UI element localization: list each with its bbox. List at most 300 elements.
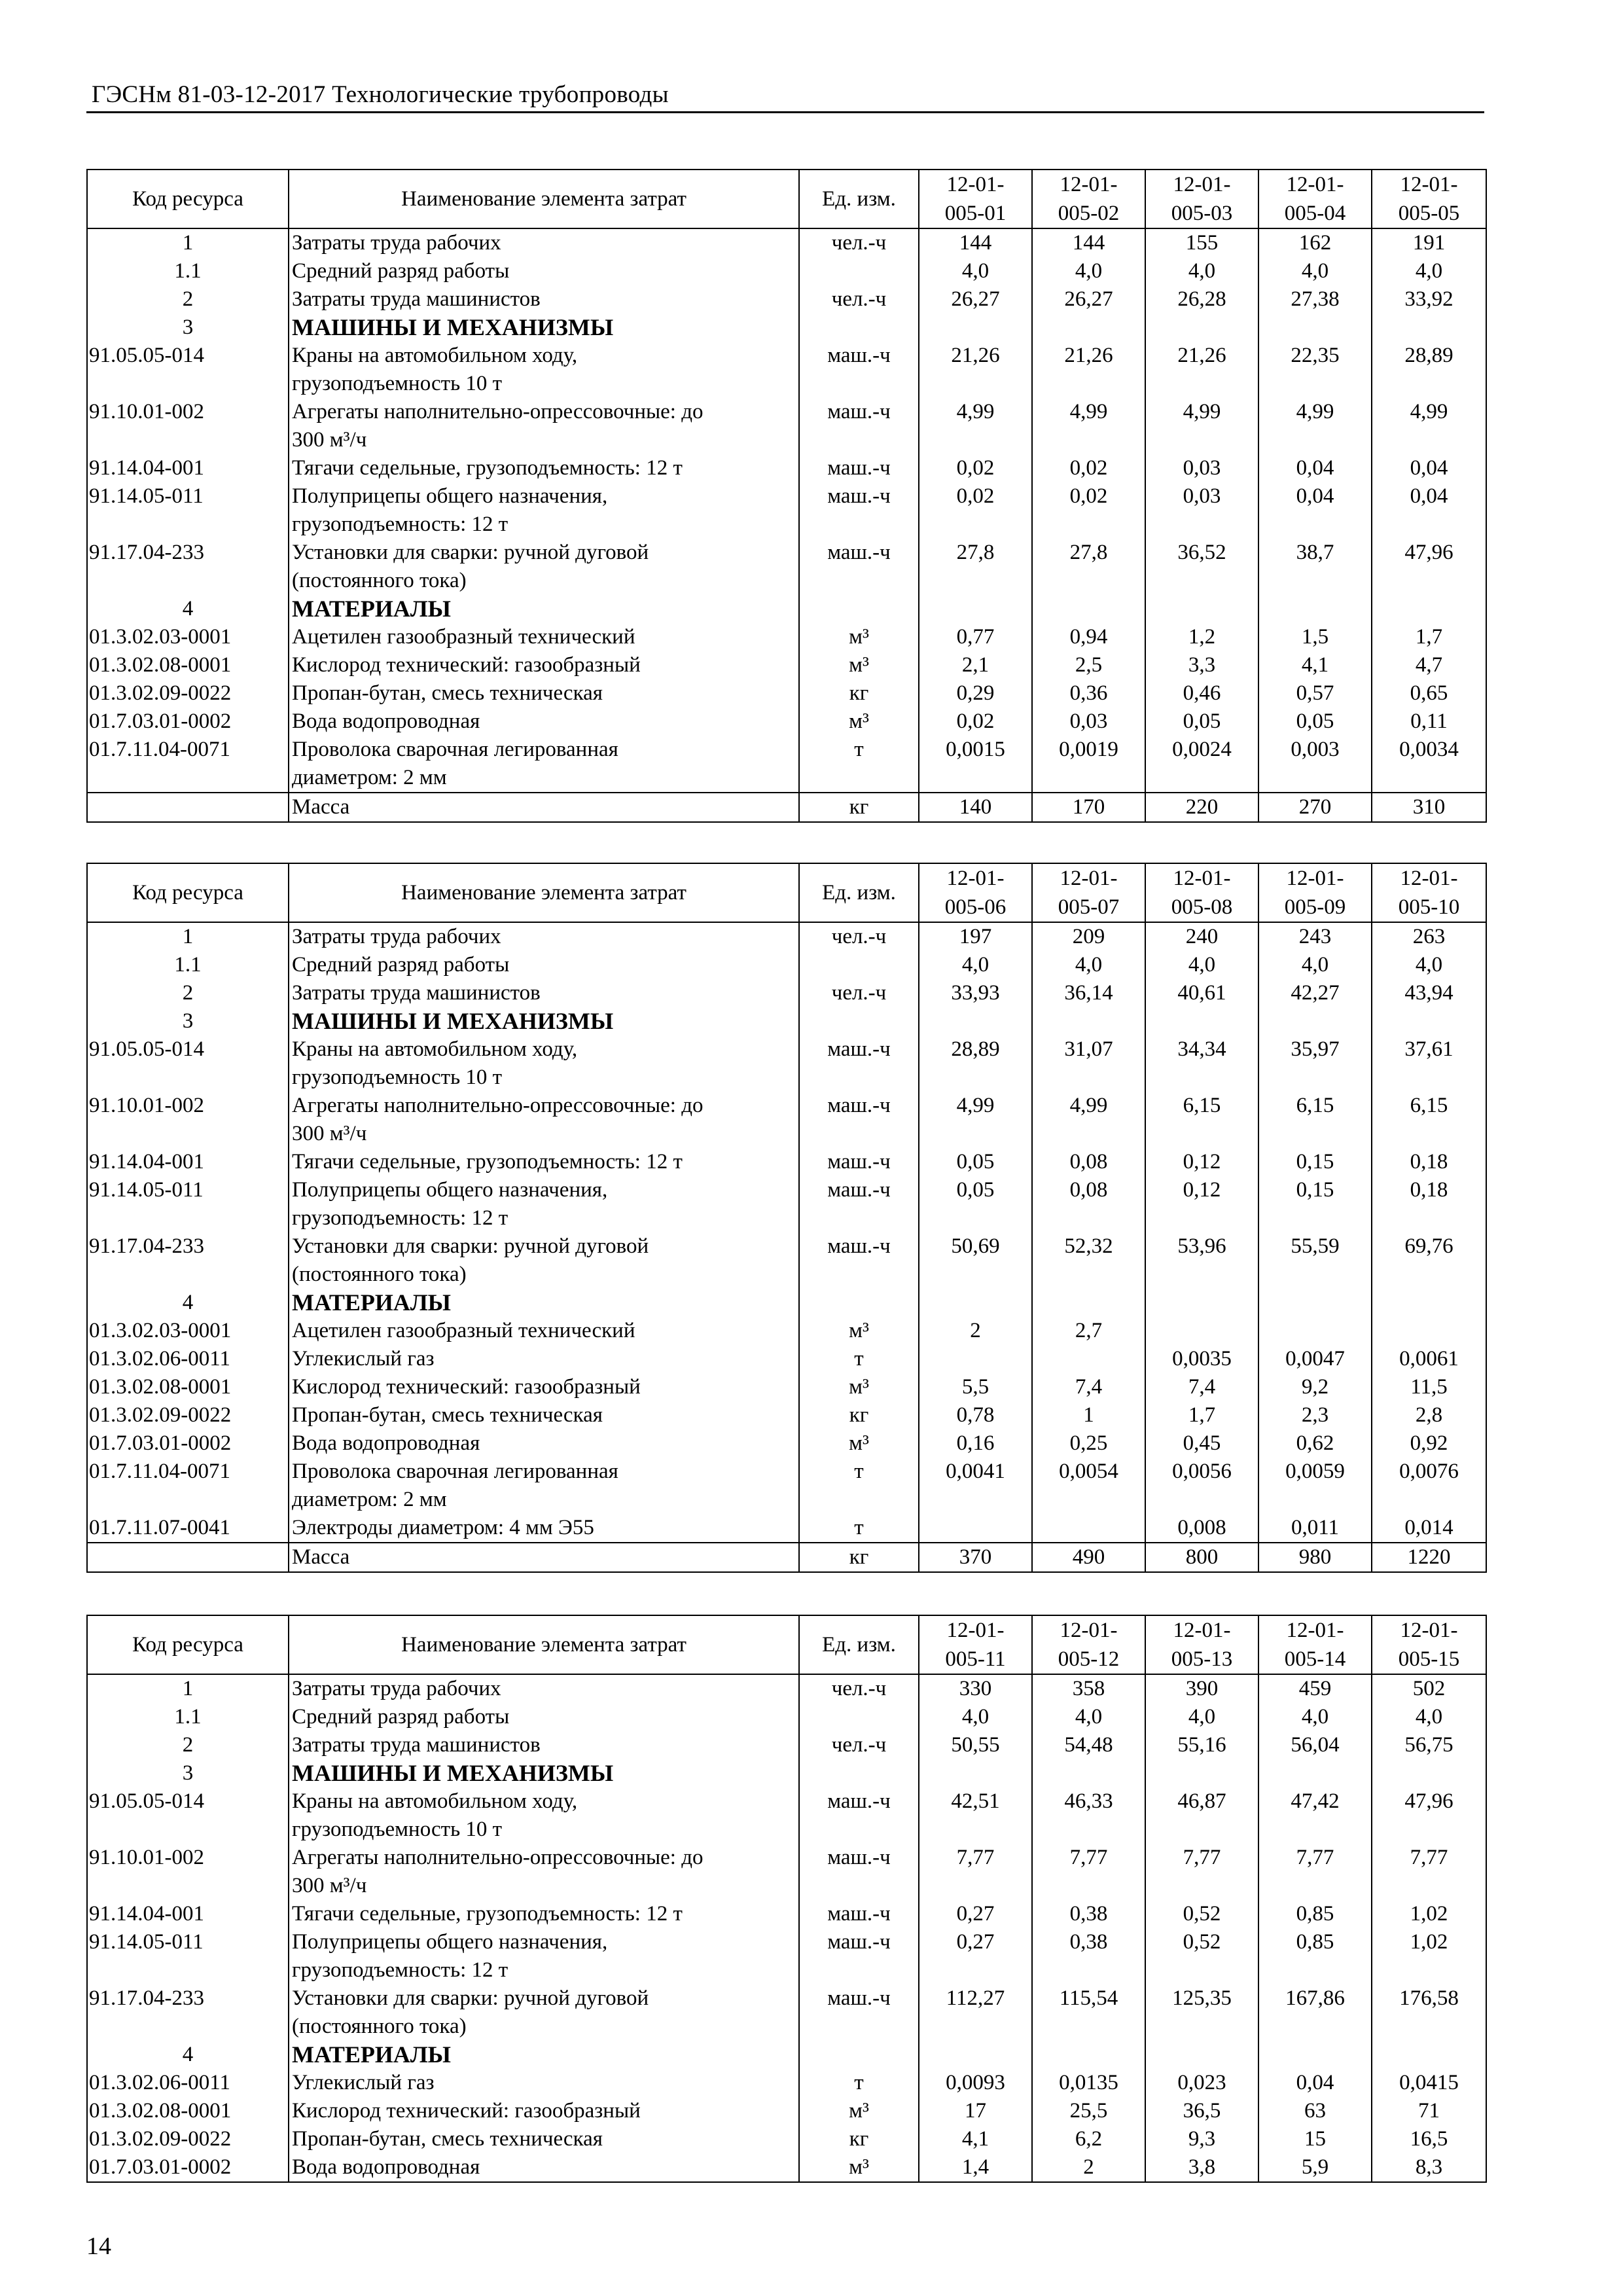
page-header xyxy=(86,77,1484,113)
unit-cell: кг xyxy=(799,1401,919,1429)
table-row xyxy=(87,1787,1486,1844)
value-cell: 28,89 xyxy=(1372,342,1486,398)
value-cell: 42,27 xyxy=(1258,979,1372,1007)
table-row xyxy=(87,1373,1486,1401)
value-cell: 0,0047 xyxy=(1258,1345,1372,1373)
header-code-cell: Код ресурса xyxy=(87,170,289,228)
unit-cell: маш.-ч xyxy=(799,1787,919,1844)
resource-code-cell: 1 xyxy=(87,922,289,951)
resource-code-cell: 01.7.11.04-0071 xyxy=(87,1458,289,1514)
value-cell: 0,92 xyxy=(1372,1429,1486,1458)
value-cell: 2,7 xyxy=(1032,1317,1145,1345)
resource-code-cell: 91.14.04-001 xyxy=(87,1900,289,1928)
resource-code-cell: 91.10.01-002 xyxy=(87,1844,289,1900)
value-cell: 46,33 xyxy=(1032,1787,1145,1844)
value-cell: 176,58 xyxy=(1372,1984,1486,2041)
section-row xyxy=(87,595,1486,623)
resource-name-cell: Вода водопроводная xyxy=(289,708,799,736)
table-row xyxy=(87,1731,1486,1759)
table-row xyxy=(87,454,1486,482)
unit-cell: маш.-ч xyxy=(799,454,919,482)
unit-cell: м³ xyxy=(799,708,919,736)
unit-cell xyxy=(799,2041,919,2069)
resource-name-cell: Средний разряд работы xyxy=(289,951,799,979)
header-norm-code-cell: 12-01- 005-12 xyxy=(1032,1615,1145,1674)
value-cell: 0,0093 xyxy=(919,2069,1032,2097)
value-cell: 390 xyxy=(1145,1674,1258,1703)
value-cell: 4,0 xyxy=(1145,1703,1258,1731)
value-cell: 26,27 xyxy=(1032,285,1145,314)
value-cell: 2,3 xyxy=(1258,1401,1372,1429)
resource-code-cell: 91.14.05-011 xyxy=(87,1928,289,1984)
resource-code-cell: 01.3.02.09-0022 xyxy=(87,1401,289,1429)
resource-name-cell: Установки для сварки: ручной дуговой (постоянного тока) xyxy=(289,1232,799,1289)
value-cell: 17 xyxy=(919,2097,1032,2125)
value-cell: 4,99 xyxy=(919,398,1032,454)
value-cell: 9,3 xyxy=(1145,2125,1258,2153)
resource-code-cell: 91.05.05-014 xyxy=(87,342,289,398)
header-unit-cell: Ед. изм. xyxy=(799,170,919,228)
header-norm-code-cell: 12-01- 005-10 xyxy=(1372,863,1486,922)
value-cell: 0,25 xyxy=(1032,1429,1145,1458)
value-cell: 0,85 xyxy=(1258,1900,1372,1928)
header-norm-code-cell: 12-01- 005-09 xyxy=(1258,863,1372,922)
resource-name-cell: Углекислый газ xyxy=(289,2069,799,2097)
section-row xyxy=(87,1007,1486,1035)
section-row xyxy=(87,1289,1486,1317)
value-cell: 50,55 xyxy=(919,1731,1032,1759)
value-cell: 4,0 xyxy=(1145,951,1258,979)
resource-name-cell: МАТЕРИАЛЫ xyxy=(289,595,799,623)
header-name-cell: Наименование элемента затрат xyxy=(289,170,799,228)
table-header-row xyxy=(87,863,1486,922)
value-cell: 4,0 xyxy=(1032,257,1145,285)
value-cell: 0,62 xyxy=(1258,1429,1372,1458)
header-norm-code-cell: 12-01- 005-05 xyxy=(1372,170,1486,228)
value-cell: 7,77 xyxy=(1372,1844,1486,1900)
value-cell: 4,1 xyxy=(919,2125,1032,2153)
value-cell: 7,77 xyxy=(919,1844,1032,1900)
value-cell: 0,57 xyxy=(1258,679,1372,708)
unit-cell: маш.-ч xyxy=(799,1092,919,1148)
value-cell: 0,38 xyxy=(1032,1928,1145,1984)
table-row xyxy=(87,1317,1486,1345)
value-cell: 21,26 xyxy=(919,342,1032,398)
value-cell xyxy=(1258,1759,1372,1787)
value-cell: 4,99 xyxy=(1145,398,1258,454)
resource-code-cell: 4 xyxy=(87,595,289,623)
table-row xyxy=(87,398,1486,454)
value-cell xyxy=(919,1007,1032,1035)
value-cell: 0,38 xyxy=(1032,1900,1145,1928)
value-cell: 209 xyxy=(1032,922,1145,951)
value-cell: 47,96 xyxy=(1372,539,1486,595)
value-cell: 170 xyxy=(1032,793,1145,822)
value-cell: 0,52 xyxy=(1145,1900,1258,1928)
resource-name-cell: МАТЕРИАЛЫ xyxy=(289,2041,799,2069)
value-cell: 0,18 xyxy=(1372,1148,1486,1176)
value-cell: 3,3 xyxy=(1145,651,1258,679)
resource-code-cell: 01.3.02.08-0001 xyxy=(87,2097,289,2125)
table-row xyxy=(87,951,1486,979)
value-cell: 54,48 xyxy=(1032,1731,1145,1759)
unit-cell xyxy=(799,257,919,285)
value-cell: 4,0 xyxy=(1032,1703,1145,1731)
unit-cell: маш.-ч xyxy=(799,1844,919,1900)
resource-code-cell: 01.7.11.07-0041 xyxy=(87,1514,289,1543)
resource-code-cell: 91.14.05-011 xyxy=(87,482,289,539)
value-cell: 4,0 xyxy=(1032,951,1145,979)
unit-cell: маш.-ч xyxy=(799,1148,919,1176)
resource-name-cell: Полуприцепы общего назначения, грузоподъемность: 12 т xyxy=(289,482,799,539)
unit-cell: чел.-ч xyxy=(799,228,919,257)
unit-cell: маш.-ч xyxy=(799,1035,919,1092)
value-cell: 0,0135 xyxy=(1032,2069,1145,2097)
table-row xyxy=(87,1458,1486,1514)
norms-table-2 xyxy=(86,863,1487,1573)
table-header-row xyxy=(87,170,1486,228)
value-cell: 240 xyxy=(1145,922,1258,951)
value-cell: 0,15 xyxy=(1258,1176,1372,1232)
table-row xyxy=(87,539,1486,595)
value-cell: 4,0 xyxy=(1372,951,1486,979)
value-cell: 0,011 xyxy=(1258,1514,1372,1543)
value-cell: 0,52 xyxy=(1145,1928,1258,1984)
unit-cell: чел.-ч xyxy=(799,1674,919,1703)
value-cell: 0,12 xyxy=(1145,1176,1258,1232)
value-cell: 243 xyxy=(1258,922,1372,951)
resource-code-cell: 01.3.02.08-0001 xyxy=(87,651,289,679)
resource-code-cell: 91.05.05-014 xyxy=(87,1035,289,1092)
unit-cell: м³ xyxy=(799,651,919,679)
value-cell: 1,7 xyxy=(1372,623,1486,651)
header-name-cell: Наименование элемента затрат xyxy=(289,1615,799,1674)
value-cell: 36,52 xyxy=(1145,539,1258,595)
table-row xyxy=(87,1401,1486,1429)
value-cell: 358 xyxy=(1032,1674,1145,1703)
table-row xyxy=(87,708,1486,736)
resource-code-cell: 01.3.02.09-0022 xyxy=(87,2125,289,2153)
value-cell: 4,0 xyxy=(1258,257,1372,285)
table-row xyxy=(87,482,1486,539)
value-cell xyxy=(1372,1007,1486,1035)
value-cell xyxy=(1372,2041,1486,2069)
value-cell xyxy=(1145,1317,1258,1345)
unit-cell: м³ xyxy=(799,1429,919,1458)
norms-table-1 xyxy=(86,169,1487,823)
value-cell: 16,5 xyxy=(1372,2125,1486,2153)
table-row xyxy=(87,1232,1486,1289)
value-cell: 0,05 xyxy=(1145,708,1258,736)
value-cell: 4,7 xyxy=(1372,651,1486,679)
value-cell: 4,0 xyxy=(919,1703,1032,1731)
unit-cell xyxy=(799,1703,919,1731)
value-cell xyxy=(1032,1345,1145,1373)
value-cell: 0,16 xyxy=(919,1429,1032,1458)
value-cell: 6,2 xyxy=(1032,2125,1145,2153)
unit-cell: маш.-ч xyxy=(799,482,919,539)
value-cell: 31,07 xyxy=(1032,1035,1145,1092)
value-cell: 0,003 xyxy=(1258,736,1372,793)
value-cell: 8,3 xyxy=(1372,2153,1486,2182)
table-header-row xyxy=(87,1615,1486,1674)
table-row xyxy=(87,679,1486,708)
header-name-cell: Наименование элемента затрат xyxy=(289,863,799,922)
unit-cell xyxy=(799,951,919,979)
value-cell: 0,03 xyxy=(1145,454,1258,482)
table-row xyxy=(87,1514,1486,1543)
value-cell xyxy=(1145,314,1258,342)
unit-cell: чел.-ч xyxy=(799,285,919,314)
value-cell: 115,54 xyxy=(1032,1984,1145,2041)
table-row xyxy=(87,979,1486,1007)
value-cell: 0,15 xyxy=(1258,1148,1372,1176)
value-cell: 0,04 xyxy=(1372,454,1486,482)
resource-name-cell: Пропан-бутан, смесь техническая xyxy=(289,1401,799,1429)
header-unit-cell: Ед. изм. xyxy=(799,863,919,922)
table-row xyxy=(87,342,1486,398)
unit-cell: кг xyxy=(799,679,919,708)
unit-cell: маш.-ч xyxy=(799,342,919,398)
value-cell: 220 xyxy=(1145,793,1258,822)
table-row xyxy=(87,2097,1486,2125)
header-norm-code-cell: 12-01- 005-01 xyxy=(919,170,1032,228)
value-cell: 0,46 xyxy=(1145,679,1258,708)
resource-name-cell: Кислород технический: газообразный xyxy=(289,2097,799,2125)
resource-name-cell: Тягачи седельные, грузоподъемность: 12 т xyxy=(289,1900,799,1928)
table-row xyxy=(87,1429,1486,1458)
value-cell: 27,38 xyxy=(1258,285,1372,314)
value-cell: 0,0054 xyxy=(1032,1458,1145,1514)
value-cell: 459 xyxy=(1258,1674,1372,1703)
header-norm-code-cell: 12-01- 005-11 xyxy=(919,1615,1032,1674)
resource-name-cell: Электроды диаметром: 4 мм Э55 xyxy=(289,1514,799,1543)
value-cell: 0,0019 xyxy=(1032,736,1145,793)
value-cell: 1 xyxy=(1032,1401,1145,1429)
value-cell xyxy=(1258,595,1372,623)
value-cell: 56,75 xyxy=(1372,1731,1486,1759)
value-cell: 0,05 xyxy=(919,1176,1032,1232)
resource-name-cell: Пропан-бутан, смесь техническая xyxy=(289,2125,799,2153)
resource-name-cell: Проволока сварочная легированная диаметром: 2 мм xyxy=(289,1458,799,1514)
value-cell: 0,36 xyxy=(1032,679,1145,708)
value-cell: 0,0415 xyxy=(1372,2069,1486,2097)
table-row xyxy=(87,228,1486,257)
norms-table-3 xyxy=(86,1615,1487,2183)
resource-code-cell: 2 xyxy=(87,285,289,314)
resource-code-cell: 2 xyxy=(87,979,289,1007)
value-cell xyxy=(919,2041,1032,2069)
resource-code-cell: 4 xyxy=(87,2041,289,2069)
value-cell xyxy=(1372,1289,1486,1317)
value-cell: 0,65 xyxy=(1372,679,1486,708)
value-cell: 0,03 xyxy=(1032,708,1145,736)
resource-name-cell: Затраты труда рабочих xyxy=(289,1674,799,1703)
unit-cell xyxy=(799,595,919,623)
value-cell: 0,0076 xyxy=(1372,1458,1486,1514)
value-cell: 0,02 xyxy=(919,482,1032,539)
value-cell: 2,5 xyxy=(1032,651,1145,679)
value-cell: 1220 xyxy=(1372,1543,1486,1572)
resource-code-cell: 01.3.02.08-0001 xyxy=(87,1373,289,1401)
resource-code-cell: 1 xyxy=(87,228,289,257)
value-cell: 0,78 xyxy=(919,1401,1032,1429)
value-cell: 191 xyxy=(1372,228,1486,257)
value-cell: 0,02 xyxy=(919,454,1032,482)
value-cell: 47,96 xyxy=(1372,1787,1486,1844)
resource-name-cell: Средний разряд работы xyxy=(289,1703,799,1731)
resource-name-cell: Средний разряд работы xyxy=(289,257,799,285)
value-cell: 490 xyxy=(1032,1543,1145,1572)
value-cell: 0,05 xyxy=(919,1148,1032,1176)
value-cell: 4,0 xyxy=(1258,951,1372,979)
mass-row xyxy=(87,1543,1486,1572)
value-cell: 0,0061 xyxy=(1372,1345,1486,1373)
value-cell: 140 xyxy=(919,793,1032,822)
value-cell: 4,0 xyxy=(1145,257,1258,285)
resource-code-cell: 2 xyxy=(87,1731,289,1759)
resource-name-cell: Полуприцепы общего назначения, грузоподъемность: 12 т xyxy=(289,1928,799,1984)
value-cell xyxy=(919,1514,1032,1543)
unit-cell: м³ xyxy=(799,2153,919,2182)
value-cell xyxy=(1145,595,1258,623)
unit-cell: маш.-ч xyxy=(799,1928,919,1984)
value-cell: 36,14 xyxy=(1032,979,1145,1007)
value-cell: 0,08 xyxy=(1032,1148,1145,1176)
value-cell: 197 xyxy=(919,922,1032,951)
value-cell: 2,8 xyxy=(1372,1401,1486,1429)
unit-cell: т xyxy=(799,2069,919,2097)
value-cell: 0,0056 xyxy=(1145,1458,1258,1514)
value-cell: 1,4 xyxy=(919,2153,1032,2182)
value-cell: 144 xyxy=(1032,228,1145,257)
value-cell: 4,0 xyxy=(919,257,1032,285)
value-cell: 56,04 xyxy=(1258,1731,1372,1759)
value-cell: 4,1 xyxy=(1258,651,1372,679)
unit-cell xyxy=(799,314,919,342)
resource-name-cell: Тягачи седельные, грузоподъемность: 12 т xyxy=(289,1148,799,1176)
value-cell xyxy=(919,595,1032,623)
value-cell: 63 xyxy=(1258,2097,1372,2125)
value-cell: 42,51 xyxy=(919,1787,1032,1844)
value-cell: 4,99 xyxy=(1258,398,1372,454)
value-cell xyxy=(1258,314,1372,342)
value-cell: 40,61 xyxy=(1145,979,1258,1007)
resource-name-cell: Углекислый газ xyxy=(289,1345,799,1373)
resource-code-cell xyxy=(87,793,289,822)
table-row xyxy=(87,257,1486,285)
value-cell: 502 xyxy=(1372,1674,1486,1703)
resource-code-cell: 91.17.04-233 xyxy=(87,539,289,595)
value-cell: 1,2 xyxy=(1145,623,1258,651)
unit-cell: м³ xyxy=(799,623,919,651)
resource-code-cell: 1 xyxy=(87,1674,289,1703)
value-cell: 4,99 xyxy=(1372,398,1486,454)
value-cell xyxy=(1372,314,1486,342)
table-row xyxy=(87,922,1486,951)
value-cell: 1,5 xyxy=(1258,623,1372,651)
header-norm-code-cell: 12-01- 005-13 xyxy=(1145,1615,1258,1674)
value-cell: 11,5 xyxy=(1372,1373,1486,1401)
page-header-title: ГЭСНм 81-03-12-2017 Технологические трубопроводы xyxy=(92,81,669,108)
table-row xyxy=(87,1703,1486,1731)
value-cell: 55,16 xyxy=(1145,1731,1258,1759)
resource-name-cell: Ацетилен газообразный технический xyxy=(289,623,799,651)
value-cell: 0,04 xyxy=(1258,454,1372,482)
resource-code-cell: 91.05.05-014 xyxy=(87,1787,289,1844)
resource-code-cell: 4 xyxy=(87,1289,289,1317)
resource-name-cell: Затраты труда рабочих xyxy=(289,228,799,257)
value-cell: 6,15 xyxy=(1372,1092,1486,1148)
unit-cell: т xyxy=(799,1514,919,1543)
resource-name-cell: МАШИНЫ И МЕХАНИЗМЫ xyxy=(289,1759,799,1787)
unit-cell: маш.-ч xyxy=(799,1232,919,1289)
value-cell: 0,04 xyxy=(1372,482,1486,539)
value-cell: 7,77 xyxy=(1145,1844,1258,1900)
value-cell xyxy=(1258,1007,1372,1035)
header-norm-code-cell: 12-01- 005-04 xyxy=(1258,170,1372,228)
value-cell: 155 xyxy=(1145,228,1258,257)
resource-code-cell: 3 xyxy=(87,1759,289,1787)
unit-cell xyxy=(799,1289,919,1317)
resource-code-cell: 01.3.02.03-0001 xyxy=(87,1317,289,1345)
resource-name-cell: Установки для сварки: ручной дуговой (постоянного тока) xyxy=(289,539,799,595)
value-cell: 4,99 xyxy=(1032,398,1145,454)
header-code-cell: Код ресурса xyxy=(87,1615,289,1674)
unit-cell: т xyxy=(799,736,919,793)
value-cell: 5,5 xyxy=(919,1373,1032,1401)
table-row xyxy=(87,2125,1486,2153)
value-cell: 980 xyxy=(1258,1543,1372,1572)
resource-name-cell: Краны на автомобильном ходу, грузоподъемность 10 т xyxy=(289,342,799,398)
value-cell: 4,99 xyxy=(919,1092,1032,1148)
value-cell xyxy=(1032,314,1145,342)
value-cell: 4,0 xyxy=(919,951,1032,979)
table-row xyxy=(87,1984,1486,2041)
table-row xyxy=(87,651,1486,679)
value-cell: 2,1 xyxy=(919,651,1032,679)
resource-code-cell: 91.14.04-001 xyxy=(87,454,289,482)
table-row xyxy=(87,1844,1486,1900)
resource-code-cell: 1.1 xyxy=(87,257,289,285)
resource-name-cell: Агрегаты наполнительно-опрессовочные: до 300 м³/ч xyxy=(289,398,799,454)
unit-cell: м³ xyxy=(799,1317,919,1345)
value-cell: 4,0 xyxy=(1372,257,1486,285)
value-cell: 0,023 xyxy=(1145,2069,1258,2097)
value-cell: 7,4 xyxy=(1145,1373,1258,1401)
header-norm-code-cell: 12-01- 005-07 xyxy=(1032,863,1145,922)
table-row xyxy=(87,623,1486,651)
value-cell xyxy=(1032,1759,1145,1787)
value-cell: 21,26 xyxy=(1145,342,1258,398)
value-cell: 144 xyxy=(919,228,1032,257)
value-cell: 53,96 xyxy=(1145,1232,1258,1289)
unit-cell: м³ xyxy=(799,1373,919,1401)
resource-name-cell: МАШИНЫ И МЕХАНИЗМЫ xyxy=(289,1007,799,1035)
resource-code-cell: 01.7.03.01-0002 xyxy=(87,708,289,736)
value-cell: 37,61 xyxy=(1372,1035,1486,1092)
table-row xyxy=(87,285,1486,314)
value-cell: 9,2 xyxy=(1258,1373,1372,1401)
table-row xyxy=(87,2153,1486,2182)
value-cell: 310 xyxy=(1372,793,1486,822)
value-cell: 162 xyxy=(1258,228,1372,257)
header-norm-code-cell: 12-01- 005-06 xyxy=(919,863,1032,922)
table-row xyxy=(87,1176,1486,1232)
value-cell xyxy=(919,1759,1032,1787)
value-cell: 4,0 xyxy=(1372,1703,1486,1731)
value-cell: 0,85 xyxy=(1258,1928,1372,1984)
